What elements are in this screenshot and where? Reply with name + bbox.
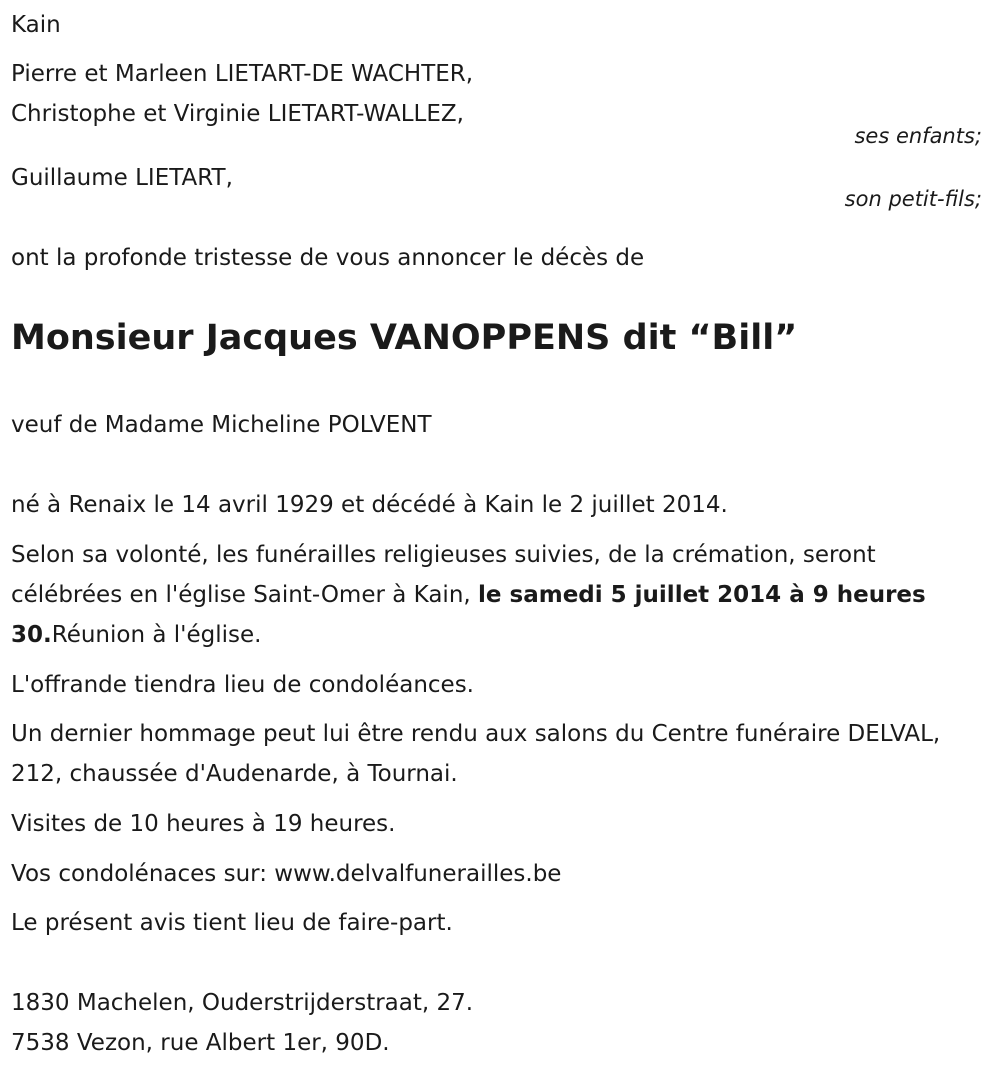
widower-line: veuf de Madame Micheline POLVENT	[11, 412, 432, 438]
children-role: ses enfants;	[854, 124, 982, 148]
funeral-date-time: le samedi 5 juillet 2014 à 9 heures 30.	[11, 582, 926, 648]
grandchild-line: Guillaume LIETART,	[11, 165, 233, 191]
visits-line: Visites de 10 heures à 19 heures.	[11, 811, 396, 837]
birth-death-line: né à Renaix le 14 avril 1929 et décédé à Kain le 2 juillet 2014.	[11, 492, 728, 518]
funeral-paragraph	[11, 535, 986, 655]
homage-paragraph: Un dernier hommage peut lui être rendu aux salons du Centre funéraire DELVAL, 212, chaussée d'Audenarde, à Tournai.	[11, 721, 941, 787]
announcement-text: ont la profonde tristesse de vous annoncer le décès de	[11, 245, 645, 271]
grandchild-role: son petit-fils;	[844, 187, 982, 211]
address-1: 1830 Machelen, Ouderstrijderstraat, 27.	[11, 990, 474, 1016]
funeral-text-after: Réunion à l'église.	[51, 622, 262, 648]
notice-statement: Le présent avis tient lieu de faire-part.	[11, 910, 453, 936]
child-line-2: Christophe et Virginie LIETART-WALLEZ,	[11, 101, 464, 127]
funeral-text-before: Selon sa volonté, les funérailles religieuses suivies, de la crémation, seront célébrées en l'église Saint-Omer à Kain,	[11, 542, 876, 608]
location-header: Kain	[11, 12, 61, 38]
child-line-1: Pierre et Marleen LIETART-DE WACHTER,	[11, 61, 474, 87]
address-2: 7538 Vezon, rue Albert 1er, 90D.	[11, 1030, 390, 1056]
deceased-name: Monsieur Jacques VANOPPENS dit “Bill”	[11, 318, 798, 358]
offering-line: L'offrande tiendra lieu de condoléances.	[11, 672, 474, 698]
condolences-line: Vos condolénaces sur: www.delvalfunerailles.be	[11, 861, 562, 887]
